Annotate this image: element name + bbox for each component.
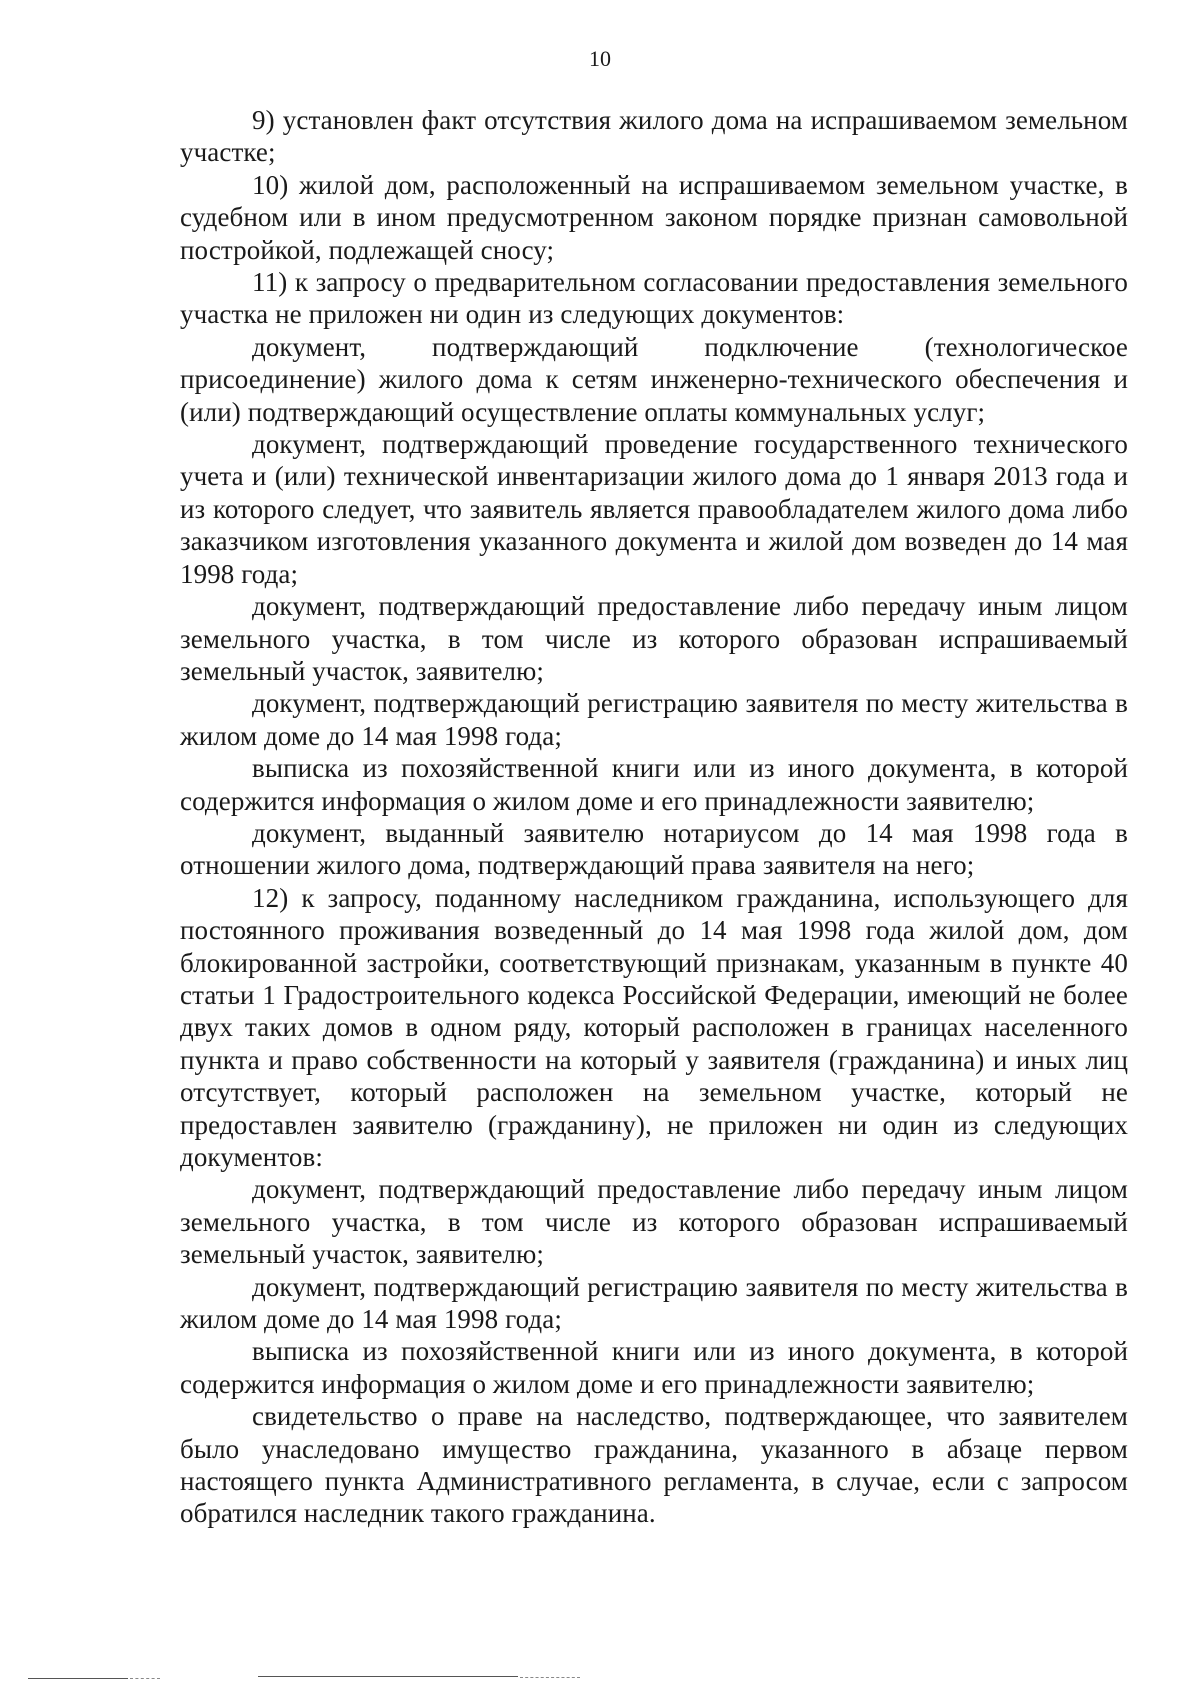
- paragraph-notary-document: документ, выданный заявителю нотариусом до 14 мая 1998 года в отношении жилого дома, подтверждающий права заявителя на него;: [180, 817, 1128, 881]
- paragraph-household-book-extract: выписка из похозяйственной книги или из иного документа, в которой содержится информация о жилом доме и его принадлежности заявителю;: [180, 753, 1128, 816]
- paragraph-document-land-transfer: документ, подтверждающий предоставление либо передачу иным лицом земельного участка, в том числе из которого образован испрашиваемый земельный участок, заявителю;: [180, 591, 1128, 686]
- paragraph-inheritance-certificate: свидетельство о праве на наследство, подтверждающее, что заявителем было унаследовано имущество гражданина, указанного в абзаце первом настоящего пункта Административного регламента, в случае, если с запросом обратился наследник такого гражданина.: [180, 1401, 1128, 1529]
- scan-artifact-line: [28, 1678, 128, 1679]
- paragraph-household-book-extract-2: выписка из похозяйственной книги или из иного документа, в которой содержится информация о жилом доме и его принадлежности заявителю;: [180, 1336, 1128, 1399]
- scan-artifact-line: [520, 1677, 580, 1678]
- document-body: [180, 104, 1128, 1530]
- paragraph-document-technical-accounting: документ, подтверждающий проведение государственного технического учета и (или) технической инвентаризации жилого дома до 1 января 2013 года и из которого следует, что заявитель является правообладателем жилого дома либо заказчиком изготовления указанного документа и жилой дом возведен до 14 мая 1998 года;: [180, 429, 1128, 589]
- paragraph-item-10: 10) жилой дом, расположенный на испрашиваемом земельном участке, в судебном или в ином предусмотренном законом порядке признан самовольной постройкой, подлежащей сносу;: [180, 169, 1128, 265]
- paragraph-item-11: 11) к запросу о предварительном согласовании предоставления земельного участка не приложен ни один из следующих документов:: [180, 267, 1128, 330]
- paragraph-document-land-transfer-2: документ, подтверждающий предоставление либо передачу иным лицом земельного участка, в том числе из которого образован испрашиваемый земельный участок, заявителю;: [180, 1174, 1128, 1270]
- paragraph-document-registration-2: документ, подтверждающий регистрацию заявителя по месту жительства в жилом доме до 14 мая 1998 года;: [180, 1271, 1128, 1335]
- scan-artifact-line: [258, 1676, 518, 1677]
- paragraph-item-9: 9) установлен факт отсутствия жилого дома на испрашиваемом земельном участке;: [180, 105, 1128, 168]
- page-number: 10: [589, 46, 611, 71]
- paragraph-document-connection: документ, подтверждающий подключение (технологическое присоединение) жилого дома к сетям инженерно-технического обеспечения и (или) подтверждающий осуществление оплаты коммунальных услуг;: [180, 331, 1128, 427]
- paragraph-item-12: 12) к запросу, поданному наследником гражданина, использующего для постоянного проживания возведенный до 14 мая 1998 года жилой дом, дом блокированной застройки, соответствующий признакам, указанным в пункте 40 статьи 1 Градостроительного кодекса Российской Федерации, имеющий не более двух таких домов в одном ряду, который расположен в границах населенного пункта и право собственности на который у заявителя (гражданина) и иных лиц отсутствует, который расположен на земельном участке, который не предоставлен заявителю (гражданину), не приложен ни один из следующих документов:: [180, 882, 1128, 1172]
- paragraph-document-registration: документ, подтверждающий регистрацию заявителя по месту жительства в жилом доме до 14 мая 1998 года;: [180, 688, 1128, 751]
- scan-artifact-line: [130, 1678, 160, 1679]
